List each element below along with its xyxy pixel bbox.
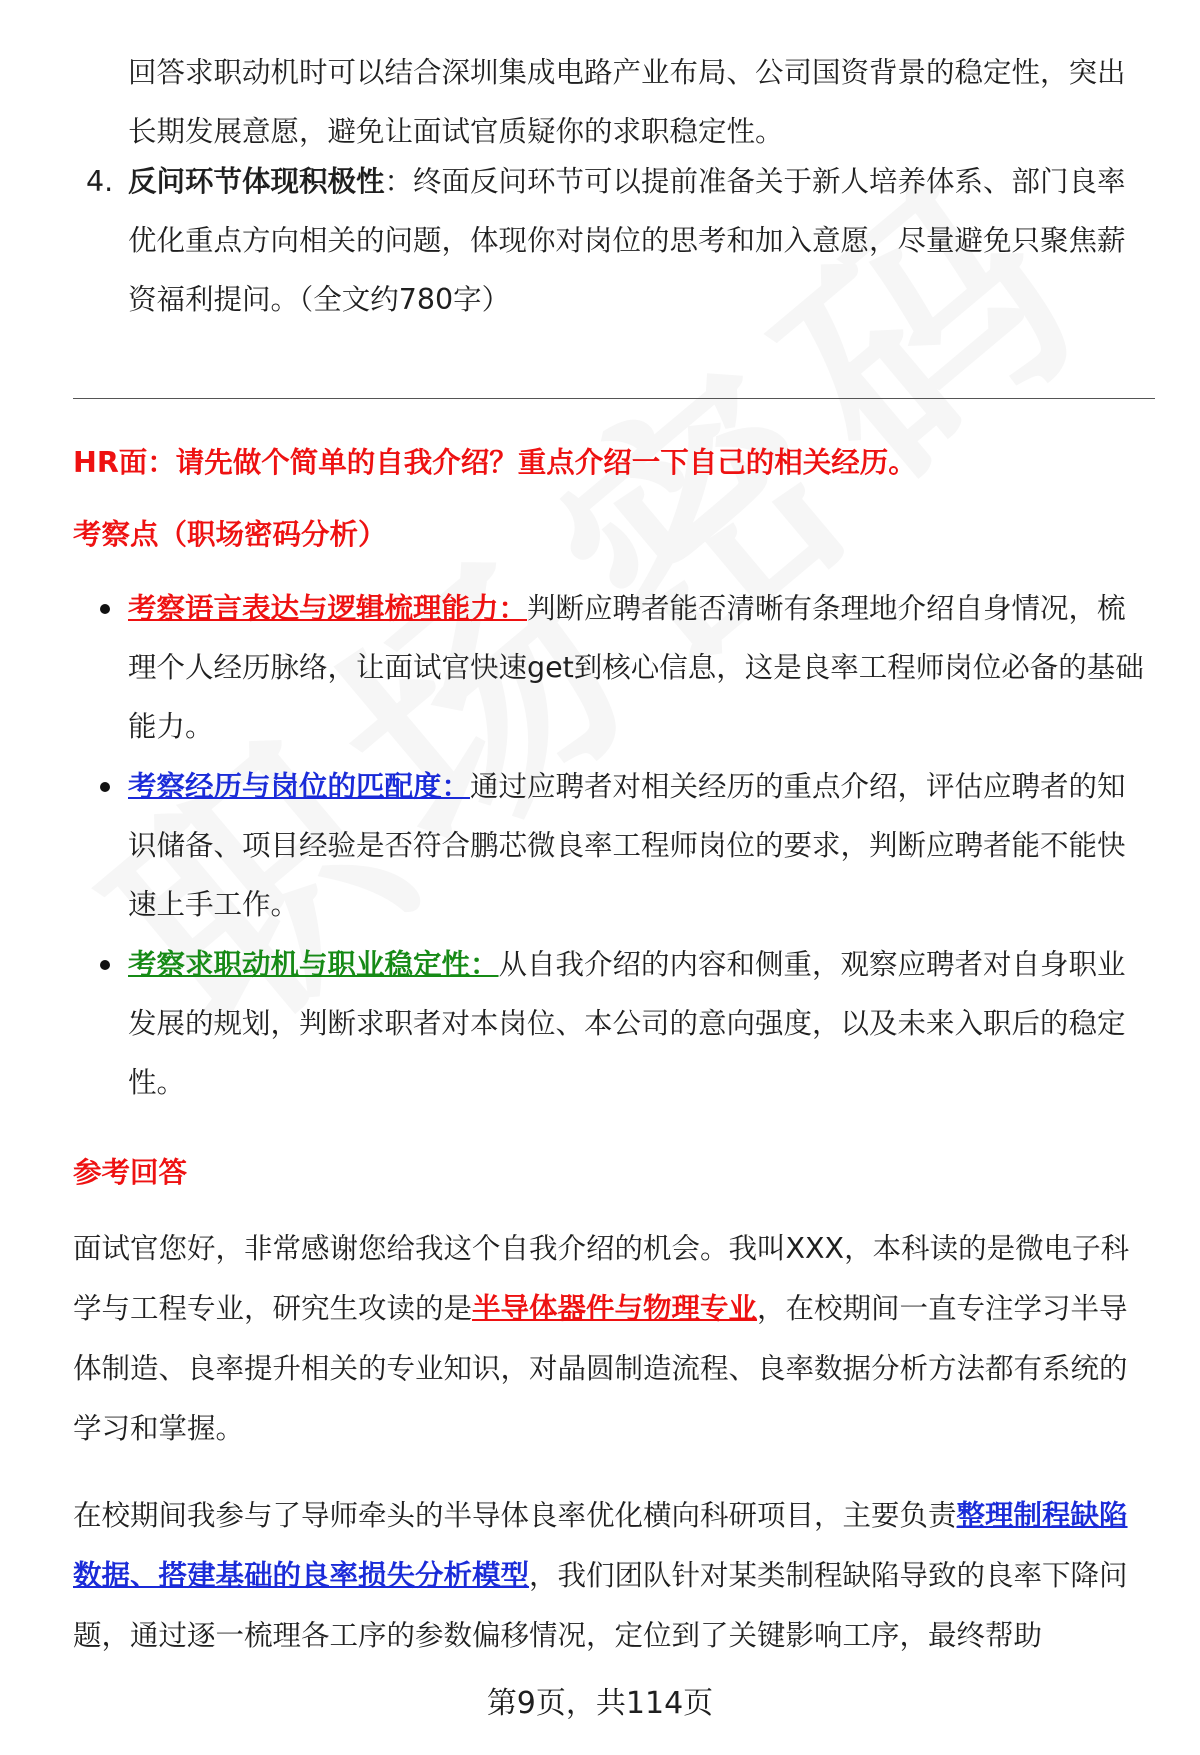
point-label: 考察求职动机与职业稳定性： (128, 948, 499, 981)
continuation-paragraph: 回答求职动机时可以结合深圳集成电路产业布局、公司国资背景的稳定性，突出长期发展意愿，避免让面试官质疑你的求职稳定性。 (128, 56, 1126, 148)
answer-text: ，我们团队针对某类制程缺陷导致的良率下降问题，通过逐一梳理各工序的参数偏移情况，定位到了关键影响工序，最终帮助 (73, 1559, 1128, 1652)
question-heading: HR面：请先做个简单的自我介绍？重点介绍一下自己的相关经历。 (73, 446, 917, 479)
point-text: 通过应聘者对相关经历的重点介绍，评估应聘者的知识储备、项目经验是否符合鹏芯微良率工程师岗位的要求，判断应聘者能不能快速上手工作。 (128, 770, 1126, 921)
point-label: 考察经历与岗位的匹配度： (128, 770, 471, 803)
list-item-colon: ： (384, 165, 414, 198)
answer-highlight: 整理制程缺陷数据、搭建基础的良率损失分析模型 (73, 1499, 1128, 1592)
point-text: 判断应聘者能否清晰有条理地介绍自身情况，梳理个人经历脉络，让面试官快速get到核心信息，这是良率工程师岗位必备的基础能力。 (128, 592, 1144, 743)
point-item (128, 579, 1148, 756)
point-text: 从自我介绍的内容和侧重，观察应聘者对自身职业发展的规划，判断求职者对本岗位、本公司的意向强度，以及未来入职后的稳定性。 (128, 948, 1126, 1099)
page-footer: 第9页，共114页 (486, 1686, 714, 1721)
answer-paragraph-1 (73, 1219, 1153, 1459)
point-item (128, 757, 1148, 934)
answer-highlight: 半导体器件与物理专业 (472, 1292, 758, 1325)
list-item-title: 反问环节体现积极性 (128, 165, 385, 198)
answer-paragraph-2 (73, 1486, 1153, 1666)
bullet-dot (100, 782, 110, 792)
list-number: 4. (86, 165, 114, 198)
point-item (128, 935, 1148, 1112)
list-item-4 (86, 152, 1148, 329)
answer-text: 在校期间我参与了导师牵头的半导体良率优化横向科研项目，主要负责 (73, 1499, 957, 1532)
bullet-dot (100, 960, 110, 970)
answer-text: 面试官您好，非常感谢您给我这个自我介绍的机会。我叫XXX，本科读的是微电子科学与工程专业，研究生攻读的是 (73, 1232, 1130, 1325)
bullet-dot (100, 604, 110, 614)
section-divider (73, 398, 1155, 399)
points-heading: 考察点（职场密码分析） (73, 518, 387, 551)
answer-heading: 参考回答 (73, 1156, 188, 1189)
list-item-text: 终面反问环节可以提前准备关于新人培养体系、部门良率优化重点方向相关的问题，体现你对岗位的思考和加入意愿，尽量避免只聚焦薪资福利提问。（全文约780字） (128, 165, 1126, 316)
point-label: 考察语言表达与逻辑梳理能力： (128, 592, 528, 625)
answer-text: ，在校期间一直专注学习半导体制造、良率提升相关的专业知识，对晶圆制造流程、良率数据分析方法都有系统的学习和掌握。 (73, 1292, 1128, 1445)
